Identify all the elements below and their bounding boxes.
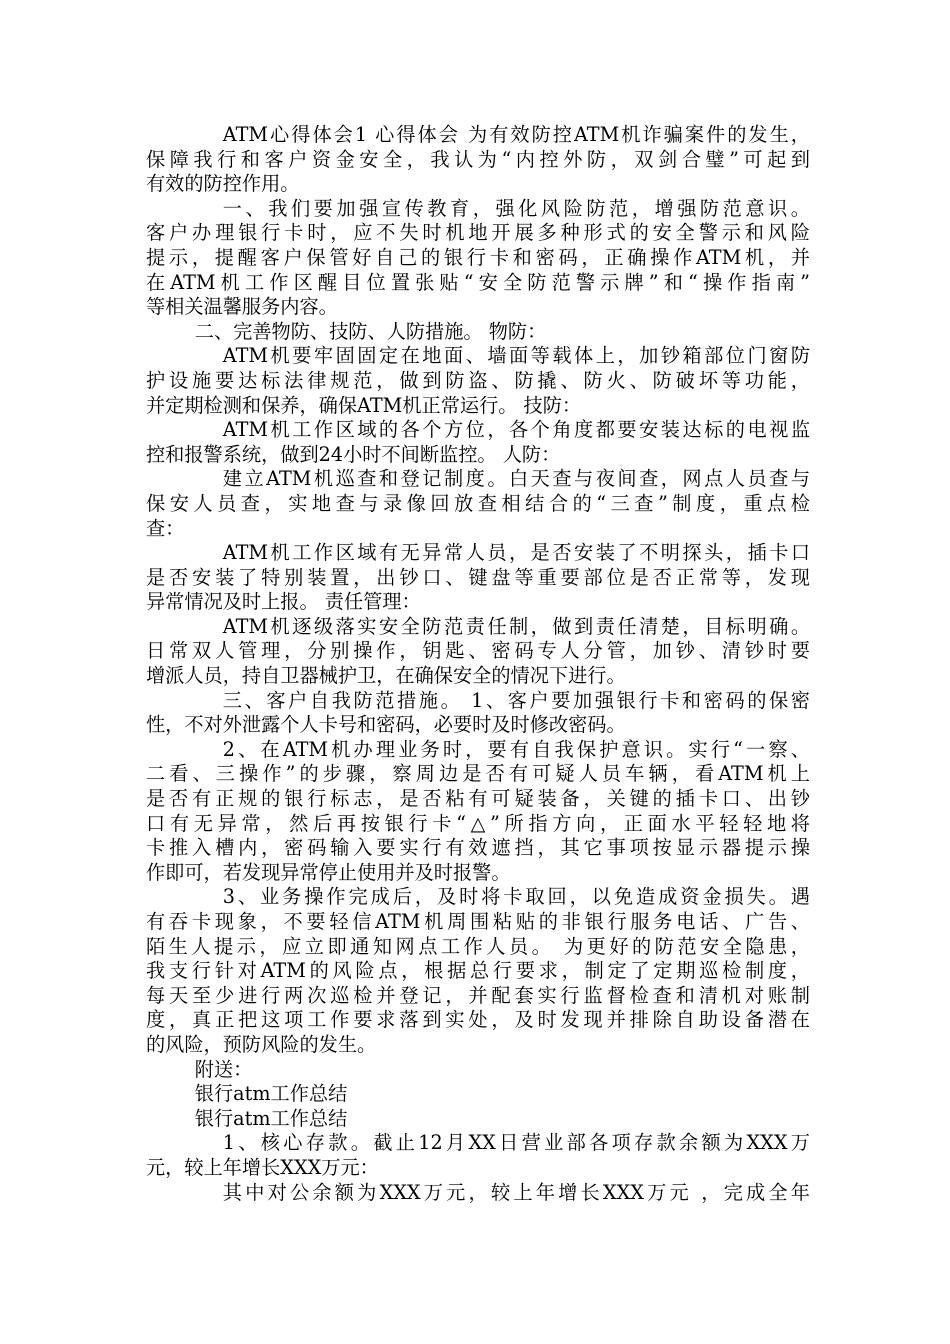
text-line: 陌生人提示，应立即通知网点工作人员。 为更好的防范安全隐患， <box>146 934 810 958</box>
text-line: 保障我行和客户资金安全，我认为“内控外防，双剑合璧”可起到 <box>146 147 810 171</box>
text-line: 的风险，预防风险的发生。 <box>146 1032 377 1056</box>
text-line: 作即可，若发现异常停止使用并及时报警。 <box>146 860 511 884</box>
text-line: 度，真正把这项工作要求落到实处，及时发现并排除自助设备潜在 <box>146 1008 810 1032</box>
text-line: 附送： <box>146 1057 253 1081</box>
text-line: ATM机逐级落实安全防范责任制，做到责任清楚，目标明确。 <box>222 614 810 638</box>
text-line: 口有无异常，然后再按银行卡“△”所指方向，正面水平轻轻地将 <box>146 811 810 835</box>
text-line: 并定期检测和保养，确保ATM机正常运行。 技防： <box>146 393 582 417</box>
text-line: 日常双人管理，分别操作，钥匙、密码专人分管，加钞、清钞时要 <box>146 639 810 663</box>
text-line: 在ATM机工作区醒目位置张贴“安全防范警示牌”和“操作指南” <box>146 270 810 294</box>
text-line: 银行atm工作总结 <box>146 1106 348 1130</box>
text-line: ATM机工作区域的各个方位，各个角度都要安装达标的电视监 <box>222 418 810 442</box>
text-line: ATM心得体会1 心得体会 为有效防控ATM机诈骗案件的发生， <box>222 123 810 146</box>
text-line: 1、核心存款。截止12月XX日营业部各项存款余额为XXX万 <box>222 1131 810 1155</box>
text-line: 控和报警系统，做到24小时不间断监控。 人防： <box>146 442 561 466</box>
text-line: 提示，提醒客户保管好自己的银行卡和密码，正确操作ATM机，并 <box>146 245 810 269</box>
text-line: 异常情况及时上报。 责任管理： <box>146 590 421 614</box>
text-line: 护设施要达标法律规范，做到防盗、防撬、防火、防破坏等功能， <box>146 368 810 392</box>
text-line: 二看、三操作”的步骤，察周边是否有可疑人员车辆，看ATM机上 <box>146 762 810 786</box>
text-line: 性，不对外泄露个人卡号和密码，必要时及时修改密码。 <box>146 713 626 737</box>
text-line: ATM机工作区域有无异常人员，是否安装了不明探头，插卡口 <box>222 541 810 565</box>
text-line: 我支行针对ATM的风险点，根据总行要求，制定了定期巡检制度， <box>146 959 810 983</box>
text-line: 查： <box>146 516 185 540</box>
text-line: 卡推入槽内，密码输入要实行有效遮挡，其它事项按显示器提示操 <box>146 836 810 860</box>
text-line: 有效的防控作用。 <box>146 172 300 196</box>
text-line: 等相关温馨服务内容。 <box>146 295 338 319</box>
text-line: 是否有正规的银行标志，是否粘有可疑装备，关键的插卡口、出钞 <box>146 787 810 811</box>
text-line: 保安人员查，实地查与录像回放查相结合的“三查”制度，重点检 <box>146 491 810 515</box>
text-line: 三、客户自我防范措施。 1、客户要加强银行卡和密码的保密 <box>222 688 810 712</box>
text-line: 一、我们要加强宣传教育，强化风险防范，增强防范意识。 <box>222 196 810 220</box>
text-line: 其中对公余额为XXX万元，较上年增长XXX万元 ，完成全年 <box>222 1180 810 1204</box>
text-line: 3、业务操作完成后，及时将卡取回，以免造成资金损失。遇 <box>222 885 810 909</box>
text-line: 银行atm工作总结 <box>146 1082 348 1106</box>
text-line: 建立ATM机巡查和登记制度。白天查与夜间查，网点人员查与 <box>222 467 810 491</box>
document-body <box>146 123 810 1205</box>
text-line: 增派人员，持自卫器械护卫，在确保安全的情况下进行。 <box>146 664 626 688</box>
text-line: 2、在ATM机办理业务时，要有自我保护意识。实行“一察、 <box>222 737 810 761</box>
text-line: 二、完善物防、技防、人防措施。 物防： <box>146 319 547 343</box>
text-line: 客户办理银行卡时，应不失时机地开展多种形式的安全警示和风险 <box>146 221 810 245</box>
text-line: 是否安装了特别装置，出钞口、键盘等重要部位是否正常等，发现 <box>146 565 810 589</box>
text-line: ATM机要牢固固定在地面、墙面等载体上，加钞箱部位门窗防 <box>222 344 810 368</box>
text-line: 每天至少进行两次巡检并登记，并配套实行监督检查和清机对账制 <box>146 983 810 1007</box>
text-line: 元，较上年增长XXX万元： <box>146 1155 379 1179</box>
text-line: 有吞卡现象，不要轻信ATM机周围粘贴的非银行服务电话、广告、 <box>146 910 810 933</box>
